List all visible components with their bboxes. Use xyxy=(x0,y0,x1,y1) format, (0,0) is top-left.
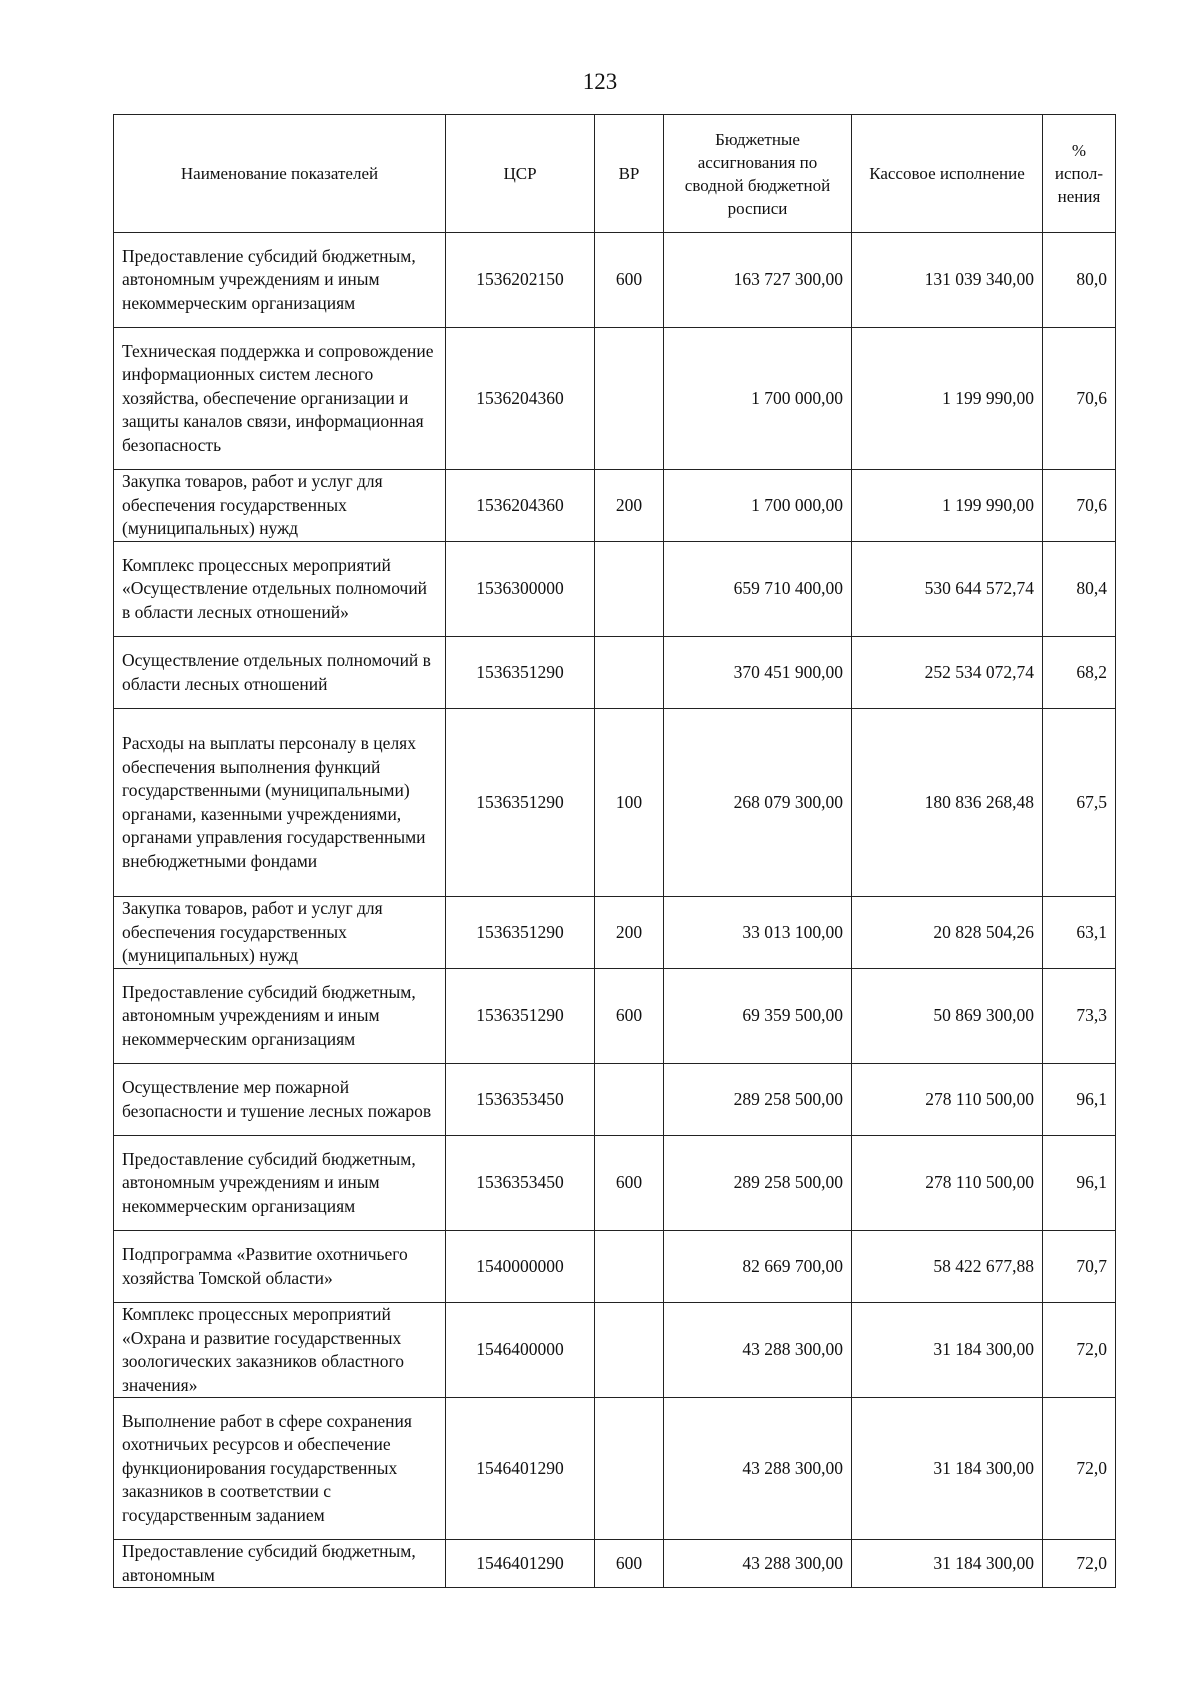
row-name: Закупка товаров, работ и услуг для обеспечения государственных (муниципальных) нужд xyxy=(114,470,446,542)
row-percent: 96,1 xyxy=(1043,1136,1116,1231)
row-budget: 659 710 400,00 xyxy=(664,542,852,637)
table-row xyxy=(114,637,1116,709)
row-name: Выполнение работ в сфере сохранения охотничьих ресурсов и обеспечение функционирования государственных заказников в соответствии с государственным заданием xyxy=(114,1398,446,1540)
row-vr xyxy=(595,328,664,470)
row-name: Осуществление мер пожарной безопасности и тушение лесных пожаров xyxy=(114,1064,446,1136)
row-name: Осуществление отдельных полномочий в области лесных отношений xyxy=(114,637,446,709)
row-cash: 1 199 990,00 xyxy=(852,470,1043,542)
table-row xyxy=(114,709,1116,897)
row-name: Подпрограмма «Развитие охотничьего хозяйства Томской области» xyxy=(114,1231,446,1303)
row-vr: 600 xyxy=(595,233,664,328)
row-budget: 370 451 900,00 xyxy=(664,637,852,709)
row-name: Предоставление субсидий бюджетным, автономным xyxy=(114,1540,446,1588)
row-percent: 70,7 xyxy=(1043,1231,1116,1303)
row-vr: 600 xyxy=(595,969,664,1064)
header-percent-execution: % испол-нения xyxy=(1043,115,1116,233)
row-budget: 43 288 300,00 xyxy=(664,1398,852,1540)
row-vr: 200 xyxy=(595,897,664,969)
row-cash: 278 110 500,00 xyxy=(852,1064,1043,1136)
row-name: Комплекс процессных мероприятий «Охрана и развитие государственных зоологических заказников областного значения» xyxy=(114,1303,446,1398)
row-name: Расходы на выплаты персоналу в целях обеспечения выполнения функций государственными (муниципальными) органами, казенными учреждениями, органами управления государственными внебюджетными фондами xyxy=(114,709,446,897)
header-name: Наименование показателей xyxy=(114,115,446,233)
row-vr: 200 xyxy=(595,470,664,542)
table-header xyxy=(114,115,1116,233)
row-csr: 1536351290 xyxy=(446,897,595,969)
row-budget: 1 700 000,00 xyxy=(664,328,852,470)
row-vr: 600 xyxy=(595,1540,664,1588)
table-row xyxy=(114,1303,1116,1398)
row-name: Закупка товаров, работ и услуг для обеспечения государственных (муниципальных) нужд xyxy=(114,897,446,969)
row-cash: 252 534 072,74 xyxy=(852,637,1043,709)
row-budget: 43 288 300,00 xyxy=(664,1303,852,1398)
row-percent: 72,0 xyxy=(1043,1398,1116,1540)
table-row xyxy=(114,1398,1116,1540)
row-vr xyxy=(595,542,664,637)
row-cash: 58 422 677,88 xyxy=(852,1231,1043,1303)
row-csr: 1536202150 xyxy=(446,233,595,328)
row-cash: 20 828 504,26 xyxy=(852,897,1043,969)
row-percent: 68,2 xyxy=(1043,637,1116,709)
row-percent: 80,4 xyxy=(1043,542,1116,637)
row-vr xyxy=(595,1398,664,1540)
row-vr xyxy=(595,1064,664,1136)
row-percent: 70,6 xyxy=(1043,328,1116,470)
table-row xyxy=(114,1136,1116,1231)
row-budget: 43 288 300,00 xyxy=(664,1540,852,1588)
row-csr: 1546401290 xyxy=(446,1398,595,1540)
row-budget: 289 258 500,00 xyxy=(664,1136,852,1231)
table-row xyxy=(114,233,1116,328)
row-budget: 268 079 300,00 xyxy=(664,709,852,897)
table-row xyxy=(114,1231,1116,1303)
row-budget: 33 013 100,00 xyxy=(664,897,852,969)
row-name: Комплекс процессных мероприятий «Осуществление отдельных полномочий в области лесных отношений» xyxy=(114,542,446,637)
row-cash: 180 836 268,48 xyxy=(852,709,1043,897)
row-csr: 1536204360 xyxy=(446,328,595,470)
row-percent: 70,6 xyxy=(1043,470,1116,542)
page-number: 123 xyxy=(582,69,618,94)
row-cash: 530 644 572,74 xyxy=(852,542,1043,637)
header-vr: ВР xyxy=(595,115,664,233)
table-row xyxy=(114,897,1116,969)
row-csr: 1536204360 xyxy=(446,470,595,542)
table-row xyxy=(114,470,1116,542)
row-vr xyxy=(595,637,664,709)
row-vr: 600 xyxy=(595,1136,664,1231)
row-vr xyxy=(595,1303,664,1398)
header-csr: ЦСР xyxy=(446,115,595,233)
row-cash: 131 039 340,00 xyxy=(852,233,1043,328)
row-csr: 1540000000 xyxy=(446,1231,595,1303)
row-budget: 69 359 500,00 xyxy=(664,969,852,1064)
row-cash: 31 184 300,00 xyxy=(852,1540,1043,1588)
row-csr: 1536351290 xyxy=(446,709,595,897)
row-percent: 72,0 xyxy=(1043,1540,1116,1588)
row-cash: 31 184 300,00 xyxy=(852,1398,1043,1540)
row-name: Предоставление субсидий бюджетным, автономным учреждениям и иным некоммерческим организациям xyxy=(114,969,446,1064)
row-percent: 96,1 xyxy=(1043,1064,1116,1136)
row-percent: 73,3 xyxy=(1043,969,1116,1064)
row-percent: 80,0 xyxy=(1043,233,1116,328)
row-cash: 278 110 500,00 xyxy=(852,1136,1043,1231)
row-name: Предоставление субсидий бюджетным, автономным учреждениям и иным некоммерческим организациям xyxy=(114,233,446,328)
row-percent: 67,5 xyxy=(1043,709,1116,897)
header-row xyxy=(114,115,1116,233)
row-cash: 31 184 300,00 xyxy=(852,1303,1043,1398)
table-row xyxy=(114,328,1116,470)
row-csr: 1546400000 xyxy=(446,1303,595,1398)
row-percent: 72,0 xyxy=(1043,1303,1116,1398)
row-cash: 50 869 300,00 xyxy=(852,969,1043,1064)
budget-execution-table xyxy=(113,114,1116,1588)
header-budget-allocations: Бюджетные ассигнования по сводной бюджетной росписи xyxy=(664,115,852,233)
table-row xyxy=(114,542,1116,637)
row-csr: 1536300000 xyxy=(446,542,595,637)
row-name: Техническая поддержка и сопровождение информационных систем лесного хозяйства, обеспечение организации и защиты каналов связи, информационная безопасность xyxy=(114,328,446,470)
row-csr: 1536353450 xyxy=(446,1136,595,1231)
row-budget: 289 258 500,00 xyxy=(664,1064,852,1136)
row-budget: 82 669 700,00 xyxy=(664,1231,852,1303)
table-row xyxy=(114,1064,1116,1136)
row-vr xyxy=(595,1231,664,1303)
header-cash-execution: Кассовое исполнение xyxy=(852,115,1043,233)
row-budget: 163 727 300,00 xyxy=(664,233,852,328)
row-budget: 1 700 000,00 xyxy=(664,470,852,542)
row-name: Предоставление субсидий бюджетным, автономным учреждениям и иным некоммерческим организациям xyxy=(114,1136,446,1231)
row-csr: 1546401290 xyxy=(446,1540,595,1588)
row-csr: 1536351290 xyxy=(446,637,595,709)
row-csr: 1536351290 xyxy=(446,969,595,1064)
table-body xyxy=(114,233,1116,1588)
row-cash: 1 199 990,00 xyxy=(852,328,1043,470)
row-percent: 63,1 xyxy=(1043,897,1116,969)
table-row xyxy=(114,1540,1116,1588)
table-row xyxy=(114,969,1116,1064)
row-vr: 100 xyxy=(595,709,664,897)
row-csr: 1536353450 xyxy=(446,1064,595,1136)
